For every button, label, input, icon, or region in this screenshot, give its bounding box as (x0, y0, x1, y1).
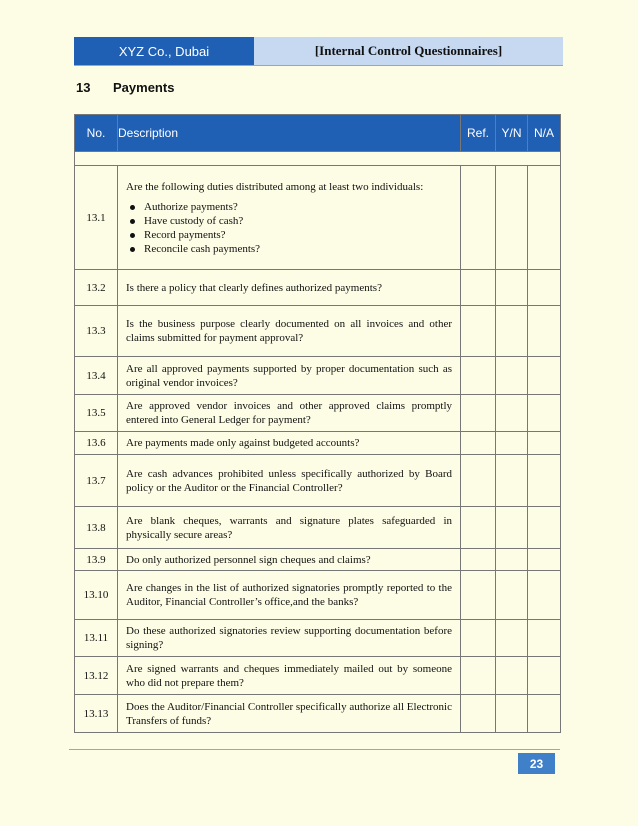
table-row (75, 455, 561, 507)
table-row (75, 695, 561, 733)
row-number: 13.4 (75, 357, 118, 395)
page-number: 23 (518, 753, 555, 774)
row-description: Does the Auditor/Financial Controller specifically authorize all Electronic Transfers of funds? (118, 695, 461, 733)
table-row (75, 549, 561, 571)
list-item: Record payments? (144, 228, 452, 242)
ref-cell[interactable] (461, 166, 496, 270)
row-description: Are payments made only against budgeted accounts? (118, 432, 461, 455)
row-number: 13.3 (75, 306, 118, 357)
spacer-row (75, 152, 561, 166)
ref-cell[interactable] (461, 432, 496, 455)
row-description: Are blank cheques, warrants and signature plates safeguarded in physically secure areas? (118, 507, 461, 549)
yn-cell[interactable] (496, 549, 528, 571)
row-number: 13.12 (75, 657, 118, 695)
yn-cell[interactable] (496, 432, 528, 455)
yn-cell[interactable] (496, 657, 528, 695)
yn-cell[interactable] (496, 395, 528, 432)
row-description: Are approved vendor invoices and other approved claims promptly entered into General Ledger for payment? (118, 395, 461, 432)
row-number: 13.9 (75, 549, 118, 571)
na-cell[interactable] (528, 571, 561, 620)
ref-cell[interactable] (461, 395, 496, 432)
col-header-na: N/A (528, 115, 561, 152)
row-description: Are all approved payments supported by proper documentation such as original vendor invoices? (118, 357, 461, 395)
table-row (75, 507, 561, 549)
ref-cell[interactable] (461, 657, 496, 695)
row-number: 13.2 (75, 270, 118, 306)
table-row (75, 395, 561, 432)
ref-cell[interactable] (461, 549, 496, 571)
row-description: Are changes in the list of authorized signatories promptly reported to the Auditor, Financial Controller’s office,and the banks? (118, 571, 461, 620)
yn-cell[interactable] (496, 166, 528, 270)
ref-cell[interactable] (461, 620, 496, 657)
section-number: 13 (76, 80, 91, 95)
yn-cell[interactable] (496, 571, 528, 620)
row-description: Do only authorized personnel sign cheques and claims? (118, 549, 461, 571)
na-cell[interactable] (528, 507, 561, 549)
ref-cell[interactable] (461, 695, 496, 733)
table-row (75, 306, 561, 357)
list-item: Reconcile cash payments? (144, 242, 452, 256)
row-description: Are cash advances prohibited unless specifically authorized by Board policy or the Auditor or the Financial Controller? (118, 455, 461, 507)
ref-cell[interactable] (461, 571, 496, 620)
row-description: Are signed warrants and cheques immediately mailed out by someone who did not prepare them? (118, 657, 461, 695)
row-number: 13.6 (75, 432, 118, 455)
section-title: Payments (113, 80, 175, 95)
table-row (75, 357, 561, 395)
list-item: Have custody of cash? (144, 214, 452, 228)
na-cell[interactable] (528, 270, 561, 306)
document-title: [Internal Control Questionnaires] (254, 37, 563, 65)
table-row (75, 657, 561, 695)
row-number: 13.8 (75, 507, 118, 549)
table-header-row (75, 115, 561, 152)
table-row (75, 571, 561, 620)
yn-cell[interactable] (496, 620, 528, 657)
na-cell[interactable] (528, 306, 561, 357)
yn-cell[interactable] (496, 695, 528, 733)
yn-cell[interactable] (496, 357, 528, 395)
na-cell[interactable] (528, 695, 561, 733)
ref-cell[interactable] (461, 357, 496, 395)
table-row (75, 166, 561, 270)
col-header-yn: Y/N (496, 115, 528, 152)
ref-cell[interactable] (461, 455, 496, 507)
table-row (75, 620, 561, 657)
row-number: 13.10 (75, 571, 118, 620)
col-header-ref: Ref. (461, 115, 496, 152)
na-cell[interactable] (528, 620, 561, 657)
na-cell[interactable] (528, 357, 561, 395)
row-number: 13.5 (75, 395, 118, 432)
row-number: 13.13 (75, 695, 118, 733)
ref-cell[interactable] (461, 507, 496, 549)
yn-cell[interactable] (496, 306, 528, 357)
row-number: 13.1 (75, 166, 118, 270)
na-cell[interactable] (528, 657, 561, 695)
na-cell[interactable] (528, 395, 561, 432)
section-heading (76, 80, 174, 95)
yn-cell[interactable] (496, 507, 528, 549)
na-cell[interactable] (528, 549, 561, 571)
yn-cell[interactable] (496, 455, 528, 507)
na-cell[interactable] (528, 166, 561, 270)
col-header-description: Description (118, 115, 461, 152)
row-number: 13.7 (75, 455, 118, 507)
questionnaire-table (74, 114, 561, 733)
list-item: Authorize payments? (144, 200, 452, 214)
na-cell[interactable] (528, 455, 561, 507)
table-row (75, 270, 561, 306)
row-number: 13.11 (75, 620, 118, 657)
question-intro: Are the following duties distributed among at least two individuals: (126, 180, 424, 193)
footer-divider (69, 749, 560, 750)
yn-cell[interactable] (496, 270, 528, 306)
row-description: Is the business purpose clearly documented on all invoices and other claims submitted for payment approval? (118, 306, 461, 357)
row-description (118, 166, 461, 270)
col-header-no: No. (75, 115, 118, 152)
table-row (75, 432, 561, 455)
ref-cell[interactable] (461, 306, 496, 357)
duties-list (126, 200, 452, 256)
company-name: XYZ Co., Dubai (74, 37, 254, 65)
row-description: Is there a policy that clearly defines authorized payments? (118, 270, 461, 306)
row-description: Do these authorized signatories review supporting documentation before signing? (118, 620, 461, 657)
page-header (74, 37, 563, 66)
na-cell[interactable] (528, 432, 561, 455)
ref-cell[interactable] (461, 270, 496, 306)
